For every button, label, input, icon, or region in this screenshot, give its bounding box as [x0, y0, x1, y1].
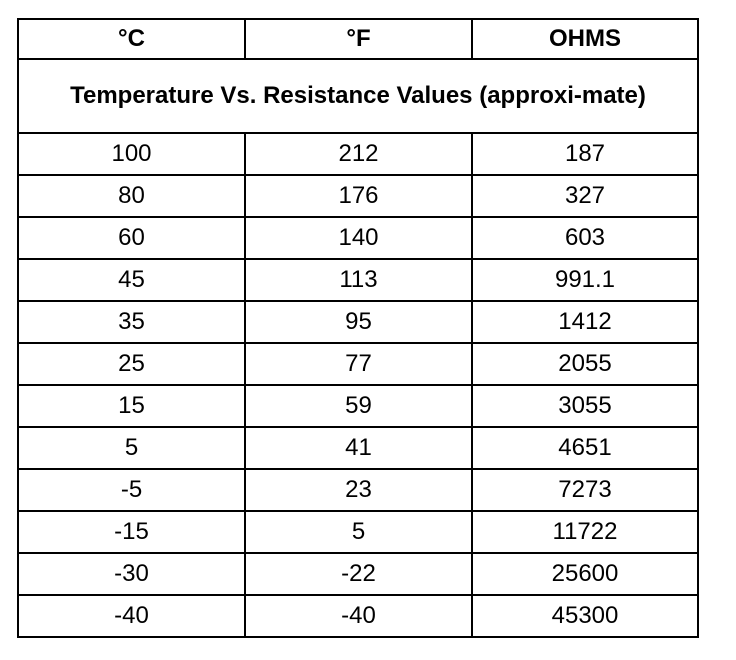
table-row	[18, 259, 698, 301]
celsius-cell: 5	[18, 427, 245, 469]
table-caption: Temperature Vs. Resistance Values (approxi-mate)	[18, 59, 698, 133]
celsius-cell: 35	[18, 301, 245, 343]
fahrenheit-cell: -40	[245, 595, 472, 637]
table-row	[18, 427, 698, 469]
ohms-cell: 187	[472, 133, 698, 175]
ohms-cell: 25600	[472, 553, 698, 595]
fahrenheit-cell: 41	[245, 427, 472, 469]
ohms-cell: 4651	[472, 427, 698, 469]
celsius-cell: 45	[18, 259, 245, 301]
ohms-cell: 327	[472, 175, 698, 217]
celsius-cell: -40	[18, 595, 245, 637]
ohms-cell: 3055	[472, 385, 698, 427]
fahrenheit-cell: 212	[245, 133, 472, 175]
table-row	[18, 469, 698, 511]
header-ohms: OHMS	[472, 19, 698, 59]
table-row	[18, 511, 698, 553]
fahrenheit-cell: -22	[245, 553, 472, 595]
table-row	[18, 301, 698, 343]
table-header-row	[18, 19, 698, 59]
ohms-cell: 603	[472, 217, 698, 259]
table-row	[18, 175, 698, 217]
fahrenheit-cell: 23	[245, 469, 472, 511]
fahrenheit-cell: 176	[245, 175, 472, 217]
fahrenheit-cell: 5	[245, 511, 472, 553]
ohms-cell: 11722	[472, 511, 698, 553]
celsius-cell: 60	[18, 217, 245, 259]
celsius-cell: -15	[18, 511, 245, 553]
ohms-cell: 45300	[472, 595, 698, 637]
table-caption-row	[18, 59, 698, 133]
header-celsius: °C	[18, 19, 245, 59]
celsius-cell: 100	[18, 133, 245, 175]
fahrenheit-cell: 140	[245, 217, 472, 259]
ohms-cell: 2055	[472, 343, 698, 385]
table-row	[18, 595, 698, 637]
table-row	[18, 343, 698, 385]
table-row	[18, 217, 698, 259]
celsius-cell: 15	[18, 385, 245, 427]
header-fahrenheit: °F	[245, 19, 472, 59]
fahrenheit-cell: 113	[245, 259, 472, 301]
table-row	[18, 553, 698, 595]
table-row	[18, 133, 698, 175]
celsius-cell: 25	[18, 343, 245, 385]
ohms-cell: 7273	[472, 469, 698, 511]
fahrenheit-cell: 77	[245, 343, 472, 385]
fahrenheit-cell: 59	[245, 385, 472, 427]
table-row	[18, 385, 698, 427]
ohms-cell: 1412	[472, 301, 698, 343]
temperature-resistance-table	[17, 18, 699, 638]
fahrenheit-cell: 95	[245, 301, 472, 343]
celsius-cell: -5	[18, 469, 245, 511]
celsius-cell: -30	[18, 553, 245, 595]
celsius-cell: 80	[18, 175, 245, 217]
ohms-cell: 991.1	[472, 259, 698, 301]
